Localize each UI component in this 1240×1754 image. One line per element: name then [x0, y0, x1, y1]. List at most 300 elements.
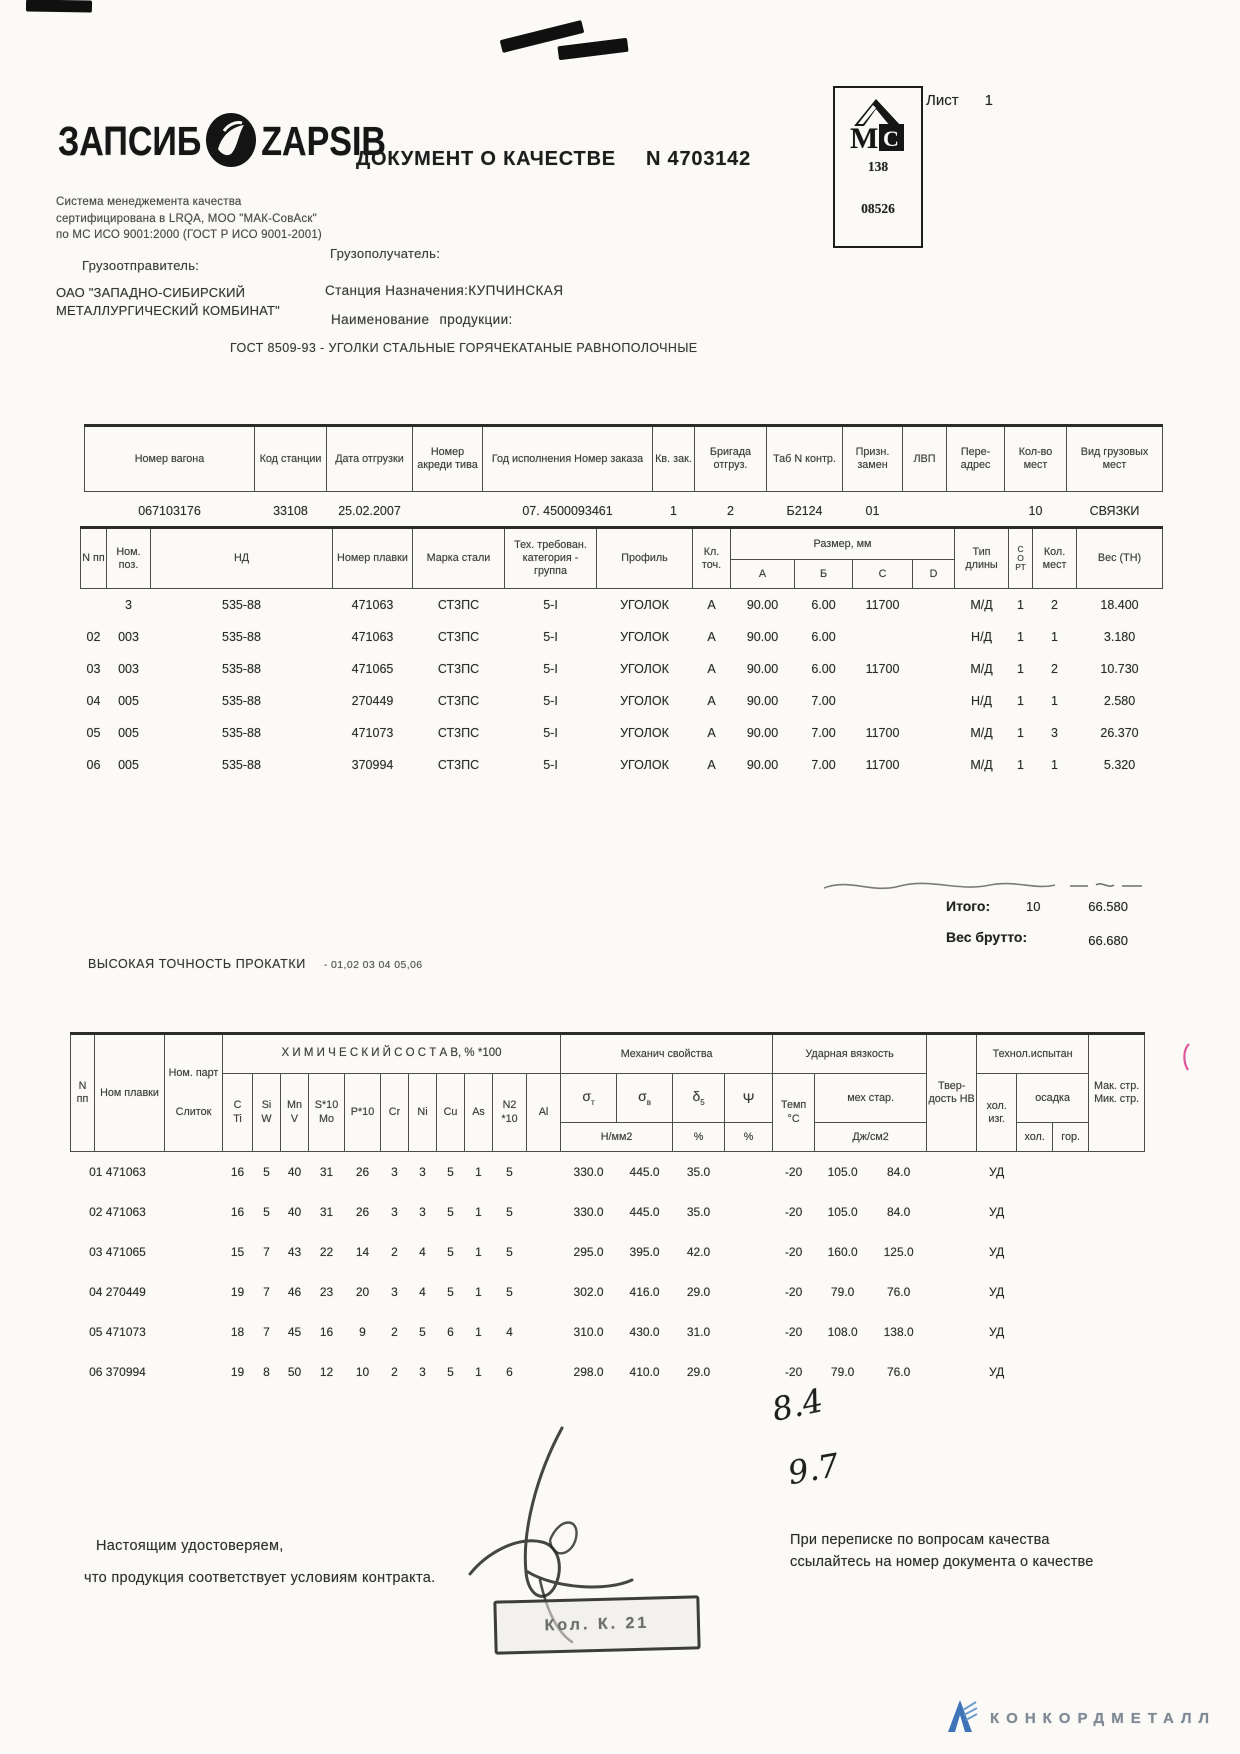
inspector-stamp-text: Кол. К. 21 — [544, 1614, 650, 1635]
col-header-sort: СОРТ — [1009, 528, 1033, 589]
cell — [927, 1312, 977, 1352]
cell: 005 — [118, 694, 139, 708]
cell: -20 — [784, 1205, 803, 1219]
col-unit-pct: % — [673, 1123, 725, 1152]
cell: 35.0 — [686, 1165, 711, 1179]
cell: 4 — [419, 1285, 426, 1299]
cell: СТ3ПС — [437, 726, 480, 740]
cell: 42.0 — [686, 1245, 711, 1259]
cell: Н/Д — [971, 630, 993, 644]
cell — [527, 1272, 561, 1312]
cell: 90.00 — [746, 758, 779, 772]
col-header-element: Ni — [409, 1074, 437, 1152]
col-header: Марка стали — [413, 528, 505, 589]
cell: УГОЛОК — [620, 630, 669, 644]
svg-text:М: М — [850, 122, 879, 155]
cell — [1053, 1152, 1089, 1193]
zapsib-logo — [58, 112, 386, 173]
sheet-indicator — [926, 92, 993, 109]
zapsib-emblem-icon — [205, 112, 257, 173]
cell: 02 471063 — [89, 1205, 146, 1219]
cell — [927, 1272, 977, 1312]
shipment-table — [84, 424, 1163, 530]
cell: 40 — [287, 1205, 302, 1219]
col-header-element: P*10 — [345, 1074, 381, 1152]
col-header: С — [853, 560, 913, 589]
cell — [927, 1232, 977, 1272]
cell: 7 — [263, 1285, 270, 1299]
cell: 9 — [359, 1325, 366, 1339]
table-row — [71, 1272, 1145, 1312]
cell: 5.320 — [1103, 758, 1136, 772]
cell: М/Д — [970, 662, 993, 676]
cell — [725, 1152, 773, 1193]
cell: А — [707, 630, 716, 644]
sheet-label: Лист — [926, 92, 959, 109]
stamp-number: 138 — [867, 159, 889, 174]
svg-text:С: С — [883, 126, 899, 151]
cell — [927, 1352, 977, 1392]
cell — [913, 717, 955, 749]
col-header: Б — [795, 560, 853, 589]
shipper-label: Грузоотправитель: — [82, 258, 200, 273]
cell: 370994 — [351, 758, 394, 772]
cell — [927, 1192, 977, 1232]
cell: 01 — [865, 504, 880, 518]
col-header: N пп — [81, 528, 107, 589]
cell — [725, 1352, 773, 1392]
cell: 02 — [86, 630, 101, 644]
cell: 7.00 — [811, 726, 836, 740]
cell — [165, 1352, 223, 1392]
cell: УД — [989, 1285, 1005, 1299]
cell: УГОЛОК — [620, 726, 669, 740]
cell: А — [707, 694, 716, 708]
col-header-element: Cu — [437, 1074, 465, 1152]
totals-weight: 66.580 — [1088, 899, 1128, 914]
cell: 20 — [355, 1285, 370, 1299]
cell — [1089, 1192, 1145, 1232]
table-row — [71, 1232, 1145, 1272]
cell — [527, 1192, 561, 1232]
cell: 535-88 — [222, 630, 261, 644]
cell: 1 — [1017, 694, 1024, 708]
col-header-size-group: Размер, мм — [731, 528, 955, 560]
col-header: Вес (ТН) — [1077, 528, 1163, 589]
cell: 11700 — [865, 598, 900, 612]
cell: 7 — [263, 1325, 270, 1339]
table-row — [81, 685, 1163, 717]
cell: 11700 — [865, 758, 900, 772]
table-row — [81, 621, 1163, 653]
cell: 3 — [419, 1365, 426, 1379]
cell: 14 — [355, 1245, 370, 1259]
cell: 26 — [355, 1205, 370, 1219]
products-table-body — [81, 589, 1163, 782]
cell: 1 — [1017, 758, 1024, 772]
cell: 8 — [263, 1365, 270, 1379]
cell — [853, 685, 913, 717]
cell: 3 — [419, 1165, 426, 1179]
cell: 3 — [391, 1165, 398, 1179]
zapsib-logo-text-cyrillic: ЗАПСИБ — [58, 119, 202, 165]
cell: 25.02.2007 — [338, 504, 401, 518]
cell: 535-88 — [222, 694, 261, 708]
cell: 50 — [287, 1365, 302, 1379]
cell: 1 — [1051, 694, 1058, 708]
col-header: ЛВП — [903, 426, 947, 492]
cell: 105.0 — [827, 1165, 858, 1179]
cell: СТ3ПС — [437, 630, 480, 644]
col-header: Пере- адрес — [947, 426, 1005, 492]
cell: 1 — [475, 1365, 482, 1379]
shipment-table-body — [85, 492, 1163, 531]
cell — [913, 589, 955, 622]
cell: 31 — [319, 1205, 334, 1219]
cell: УД — [989, 1165, 1005, 1179]
cell — [947, 492, 1005, 531]
cell: 1 — [1051, 630, 1058, 644]
cell: 3 — [391, 1285, 398, 1299]
cell: 1 — [1051, 758, 1058, 772]
cell: 06 370994 — [89, 1365, 146, 1379]
cell: 2.580 — [1103, 694, 1136, 708]
cell: -20 — [784, 1285, 803, 1299]
table-row — [71, 1312, 1145, 1352]
col-header: Код станции — [255, 426, 327, 492]
konkordmetall-logo-icon — [946, 1698, 978, 1739]
col-header-sigma-v: $\sigma_в$ — [617, 1074, 673, 1123]
cell — [1089, 1232, 1145, 1272]
cell — [853, 621, 913, 653]
cell — [1017, 1312, 1053, 1352]
cell: 84.0 — [886, 1205, 911, 1219]
cell — [527, 1352, 561, 1392]
cell — [1017, 1152, 1053, 1193]
cell: 7 — [263, 1245, 270, 1259]
cell — [527, 1232, 561, 1272]
cell: 5-I — [543, 726, 558, 740]
col-header: D — [913, 560, 955, 589]
cell: 1 — [475, 1165, 482, 1179]
certify-statement-line-2: что продукция соответствует условиям контракта. — [84, 1570, 436, 1586]
cell: А — [707, 598, 716, 612]
cell: 471063 — [351, 630, 394, 644]
cell: 16 — [319, 1325, 334, 1339]
rolling-precision-note — [88, 957, 423, 971]
cell: 29.0 — [686, 1285, 711, 1299]
cell: 445.0 — [629, 1165, 660, 1179]
cell — [1017, 1272, 1053, 1312]
col-header: Кв. зак. — [653, 426, 695, 492]
cell: 535-88 — [222, 598, 261, 612]
cell: 067103176 — [138, 504, 201, 518]
consignee-label: Грузополучатель: — [330, 246, 441, 261]
col-header-sigma-t: $\sigma_т$ — [561, 1074, 617, 1123]
cell: 90.00 — [746, 662, 779, 676]
cell: 5-I — [543, 758, 558, 772]
cell: 01 471063 — [89, 1165, 146, 1179]
col-header: Тип длины — [955, 528, 1009, 589]
col-header-element: Cr — [381, 1074, 409, 1152]
cell: 1 — [1017, 630, 1024, 644]
gross-weight-label: Вес брутто: — [946, 929, 1028, 945]
cell: СВЯЗКИ — [1089, 504, 1140, 518]
cell: 330.0 — [573, 1165, 604, 1179]
cell: 5 — [263, 1165, 270, 1179]
cell: 5 — [447, 1285, 454, 1299]
cell: 90.00 — [746, 694, 779, 708]
stamp-code: 08526 — [861, 201, 895, 216]
col-header: Номер плавки — [333, 528, 413, 589]
cell: 7.00 — [811, 694, 836, 708]
cell: 26 — [355, 1165, 370, 1179]
col-unit-j-cm2: Дж/см2 — [815, 1123, 927, 1152]
cell: 79.0 — [830, 1285, 855, 1299]
cell — [1017, 1192, 1053, 1232]
table-row — [81, 717, 1163, 749]
cell: 29.0 — [686, 1365, 711, 1379]
table-row — [71, 1352, 1145, 1392]
col-header-element: N2 *10 — [493, 1074, 527, 1152]
precision-items: - 01,02 03 04 05,06 — [323, 959, 423, 971]
col-header: Профиль — [597, 528, 693, 589]
cell: 04 — [86, 694, 101, 708]
ms-stamp-icon — [849, 96, 907, 163]
cell: 3.180 — [1103, 630, 1136, 644]
cell: 310.0 — [573, 1325, 604, 1339]
cell: 5 — [506, 1205, 513, 1219]
col-header-osadka-hot: гор. — [1053, 1123, 1089, 1152]
cell — [165, 1312, 223, 1352]
col-header: НД — [151, 528, 333, 589]
cell: 471065 — [351, 662, 394, 676]
cell: 5 — [506, 1285, 513, 1299]
cell: -20 — [784, 1165, 803, 1179]
cell: 26.370 — [1100, 726, 1139, 740]
cell: 46 — [287, 1285, 302, 1299]
cell — [1089, 1272, 1145, 1312]
cell: 535-88 — [222, 662, 261, 676]
cell: 5 — [447, 1165, 454, 1179]
col-header-cold-bend: хол. изг. — [977, 1074, 1017, 1152]
col-header-part: Ном. парт Слиток — [165, 1034, 223, 1152]
col-group-impact: Ударная вязкость — [773, 1034, 927, 1074]
cell: 445.0 — [629, 1205, 660, 1219]
cell: 10.730 — [1100, 662, 1139, 676]
cell: 3 — [391, 1205, 398, 1219]
cell: М/Д — [970, 598, 993, 612]
cell: -20 — [784, 1325, 803, 1339]
cell: 10 — [1028, 504, 1043, 518]
col-header: Дата отгрузки — [327, 426, 413, 492]
cell: 06 — [86, 758, 101, 772]
certify-statement-line-1: Настоящим удостоверяем, — [96, 1538, 284, 1554]
cell: 12 — [319, 1365, 334, 1379]
cell: 31.0 — [686, 1325, 711, 1339]
cell: 395.0 — [629, 1245, 660, 1259]
cell: 430.0 — [629, 1325, 660, 1339]
cell: 90.00 — [746, 726, 779, 740]
cell: 03 — [86, 662, 101, 676]
table-row — [81, 653, 1163, 685]
cell: 90.00 — [746, 598, 779, 612]
cell: 5-I — [543, 694, 558, 708]
cell: 10 — [355, 1365, 370, 1379]
col-header: Кол. мест — [1033, 528, 1077, 589]
cell: 1 — [1017, 662, 1024, 676]
cell — [1017, 1232, 1053, 1272]
cell: 1 — [475, 1245, 482, 1259]
col-header-osadka: осадка — [1017, 1074, 1089, 1123]
cell: 5 — [447, 1245, 454, 1259]
cell: 6.00 — [811, 630, 836, 644]
cell: 76.0 — [886, 1285, 911, 1299]
cell: 19 — [230, 1365, 245, 1379]
cell: -20 — [784, 1365, 803, 1379]
table-row — [81, 589, 1163, 622]
cell: 84.0 — [886, 1165, 911, 1179]
col-unit-nmm2: Н/мм2 — [561, 1123, 673, 1152]
document-title-text: ДОКУМЕНТ О КАЧЕСТВЕ — [356, 148, 616, 170]
gross-weight-value: 66.680 — [1088, 933, 1128, 948]
cell: 105.0 — [827, 1205, 858, 1219]
col-header: Кл. точ. — [693, 528, 731, 589]
cell: 295.0 — [573, 1245, 604, 1259]
cell: 35.0 — [686, 1205, 711, 1219]
col-header-delta: $\delta_5$ — [673, 1074, 725, 1123]
cell: 5 — [419, 1325, 426, 1339]
cell: М/Д — [970, 758, 993, 772]
totals-label: Итого: — [946, 898, 991, 914]
cell: 471063 — [351, 598, 394, 612]
cell: 6 — [506, 1365, 513, 1379]
cell: УД — [989, 1205, 1005, 1219]
cell — [165, 1192, 223, 1232]
cell: 4 — [419, 1245, 426, 1259]
cell — [1089, 1152, 1145, 1193]
cell — [725, 1272, 773, 1312]
pink-ink-mark — [1180, 1042, 1194, 1072]
cell: 5-I — [543, 662, 558, 676]
cell: 18.400 — [1100, 598, 1139, 612]
col-header-element: As — [465, 1074, 493, 1152]
cell: УГОЛОК — [620, 758, 669, 772]
cell — [913, 621, 955, 653]
col-header: Вид грузовых мест — [1067, 426, 1163, 492]
cell — [1053, 1352, 1089, 1392]
cell — [527, 1152, 561, 1193]
cell: А — [707, 726, 716, 740]
cell: 18 — [230, 1325, 245, 1339]
ms-certification-stamp — [833, 86, 923, 248]
cell: 7.00 — [811, 758, 836, 772]
col-header-hardness: Твер- дость НВ — [927, 1034, 977, 1152]
cell: 11700 — [865, 726, 900, 740]
cell: 79.0 — [830, 1365, 855, 1379]
shipper-name: ОАО "ЗАПАДНО-СИБИРСКИЙ МЕТАЛЛУРГИЧЕСКИЙ КОМБИНАТ" — [56, 285, 280, 319]
cell: Н/Д — [971, 694, 993, 708]
handwritten-note-1: 8.4 — [768, 1381, 827, 1429]
cell: 07. 4500093461 — [522, 504, 613, 518]
cell: 16 — [230, 1205, 245, 1219]
destination-station: Станция Назначения:КУПЧИНСКАЯ — [325, 283, 564, 298]
cell: 5 — [506, 1245, 513, 1259]
products-table — [80, 526, 1163, 781]
cell: 160.0 — [827, 1245, 858, 1259]
cell: УГОЛОК — [620, 662, 669, 676]
cell: 3 — [125, 598, 132, 612]
sheet-number: 1 — [984, 92, 993, 109]
cell: 2 — [1051, 662, 1058, 676]
scan-artifact-mark — [557, 38, 628, 60]
quality-system-note: Система менеджемента качества сертифицирована в LRQA, МОО "МАК-СовАск" по МС ИСО 9001:2000 (ГОСТ Р ИСО 9001-2001) — [56, 196, 322, 242]
cell — [1053, 1312, 1089, 1352]
cell — [1053, 1272, 1089, 1312]
cell — [165, 1232, 223, 1272]
cell — [913, 653, 955, 685]
cell: 2 — [391, 1245, 398, 1259]
cell — [1089, 1312, 1145, 1352]
cell: 2 — [391, 1325, 398, 1339]
col-header-element: S*10 Mo — [309, 1074, 345, 1152]
col-group-tech-test: Технол.испытан — [977, 1034, 1089, 1074]
totals-places: 10 — [1026, 899, 1041, 914]
cell: 1 — [1017, 598, 1024, 612]
cell: 2 — [727, 504, 734, 518]
table-row — [85, 492, 1163, 531]
cell: 40 — [287, 1165, 302, 1179]
cell: 1 — [670, 504, 677, 518]
cell: 6 — [447, 1325, 454, 1339]
col-header-element: C Ti — [223, 1074, 253, 1152]
cell: 416.0 — [629, 1285, 660, 1299]
cell: 22 — [319, 1245, 334, 1259]
col-header: Ном плавки — [95, 1034, 165, 1152]
col-header: Тех. требован. категория - группа — [505, 528, 597, 589]
cell: 5 — [263, 1205, 270, 1219]
cell: 302.0 — [573, 1285, 604, 1299]
cell: 1 — [475, 1325, 482, 1339]
chemistry-table-body — [71, 1152, 1145, 1393]
cell — [165, 1152, 223, 1193]
cell: 108.0 — [827, 1325, 858, 1339]
cell: УД — [989, 1365, 1005, 1379]
cell: 270449 — [351, 694, 394, 708]
cell: 1 — [475, 1285, 482, 1299]
cell: 90.00 — [746, 630, 779, 644]
cell: 471073 — [351, 726, 394, 740]
cell — [81, 589, 107, 622]
cell: 43 — [287, 1245, 302, 1259]
cell: СТ3ПС — [437, 662, 480, 676]
col-header-element: Al — [527, 1074, 561, 1152]
handwritten-note-2: 9.7 — [785, 1445, 842, 1493]
cell — [725, 1192, 773, 1232]
product-name: ГОСТ 8509-93 - УГОЛКИ СТАЛЬНЫЕ ГОРЯЧЕКАТАНЫЕ РАВНОПОЛОЧНЫЕ — [230, 341, 698, 355]
konkordmetall-brand — [946, 1698, 1216, 1739]
cell: 31 — [319, 1165, 334, 1179]
col-header: Призн. замен — [843, 426, 903, 492]
table-row — [81, 749, 1163, 781]
cell — [903, 492, 947, 531]
col-header-element: Si W — [253, 1074, 281, 1152]
cell: 1 — [1017, 726, 1024, 740]
cell: 04 270449 — [89, 1285, 146, 1299]
cell: 03 471065 — [89, 1245, 146, 1259]
cell: 05 471073 — [89, 1325, 146, 1339]
cell — [725, 1312, 773, 1352]
